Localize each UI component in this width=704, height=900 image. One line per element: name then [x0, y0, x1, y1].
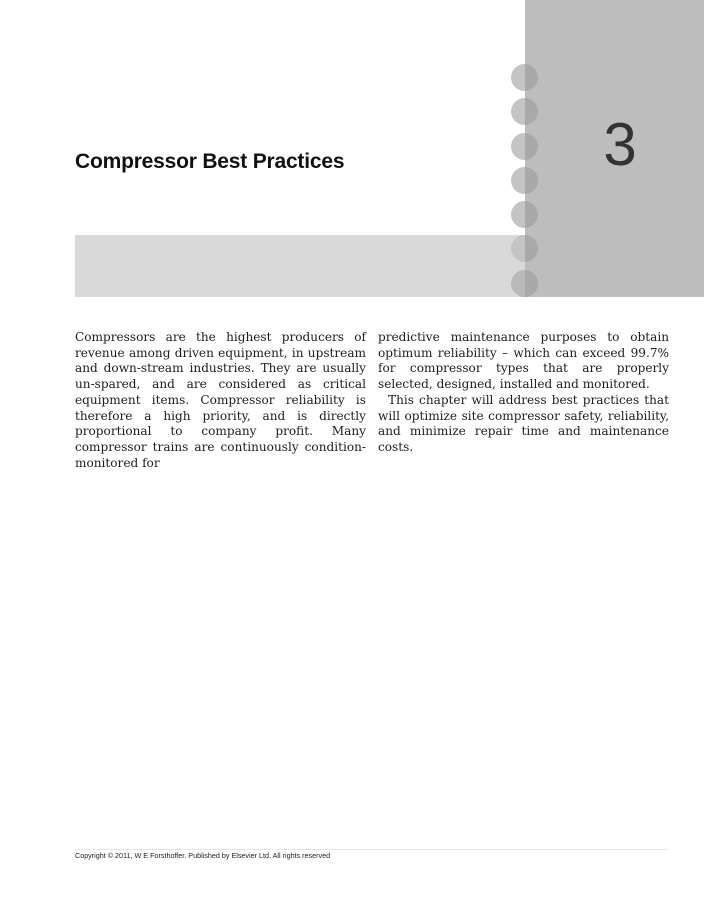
body-paragraph-continued: predictive maintenance purposes to obtain optimum reliability – which can exceed 99.7% for compressor types that are properly selected, designed, installed and monitored. [378, 330, 669, 392]
footer-divider [75, 849, 669, 850]
chapter-tab-marker [511, 98, 538, 125]
body-paragraph: This chapter will address best practices that will optimize site compressor safety, reliability, and minimize repair time and maintenance costs. [378, 392, 669, 454]
chapter-tab-marker [511, 133, 538, 160]
body-column-left [75, 330, 366, 471]
chapter-tab-marker [511, 270, 538, 297]
chapter-tab-marker [511, 64, 538, 91]
chapter-tab-marker [511, 167, 538, 194]
chapter-tab-marker [511, 201, 538, 228]
copyright-notice: Copyright © 2011, W E Forsthoffer. Published by Elsevier Ltd. All rights reserved [75, 851, 331, 860]
chapter-number: 3 [603, 111, 637, 178]
chapter-tab-marker [511, 235, 538, 262]
chapter-title: Compressor Best Practices [75, 150, 345, 173]
body-paragraph: Compressors are the highest producers of revenue among driven equipment, in upstream and down-stream industries. They are usually un-spared, and are considered as critical equipment items. Compressor reliability is therefore a high priority, and is directly proportional to company profit. Many compressor trains are continuously condition-monitored for [75, 330, 366, 470]
body-column-right [378, 330, 669, 456]
title-band [75, 235, 525, 297]
